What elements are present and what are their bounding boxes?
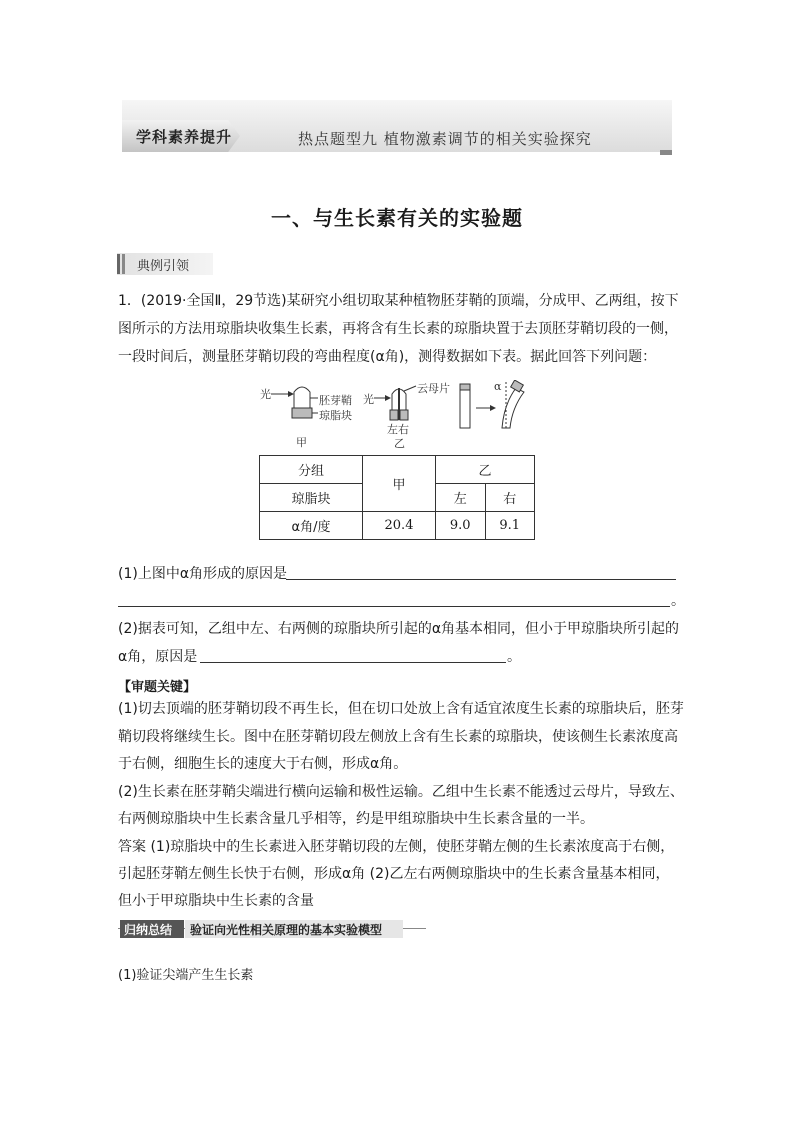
q1-answer-blank-1[interactable] [286,579,676,580]
left-right-label: 左右 [387,423,409,436]
agar-block-a [292,408,312,418]
decapitated-stem [460,390,470,428]
header-tag: 学科素养提升 [136,128,233,146]
table-header-a: 甲 [363,456,436,512]
bent-stem [502,388,524,428]
label-bar [122,254,125,274]
section-title: 一、与生长素有关的实验题 [271,206,523,230]
table-header-left: 左 [436,484,486,512]
q1-end-mark: 。 [671,593,685,609]
key-line: (2)生长素在胚芽鞘尖端进行横向运输和极性运输。乙组中生长素不能透过云母片，导致左、 [118,784,684,800]
light-arrow-head [385,395,391,401]
alpha-label: α [494,380,502,393]
agar-block-right [400,410,408,420]
pointer-line [404,386,416,391]
table-header-right: 右 [485,484,535,512]
header-title: 热点题型九 植物激素调节的相关实验探究 [298,130,592,148]
answer-line: 答案 (1)琼脂块中的生长素进入胚芽鞘切段的左侧，使胚芽鞘左侧的生长素浓度高于右侧， [118,839,675,855]
answer-line: 引起胚芽鞘左侧生长快于右侧，形成α角 (2)乙左右两侧琼脂块中的生长素含量基本相同， [118,866,670,882]
key-line: 鞘切段将继续生长。图中在胚芽鞘切段左侧放上含有生长素的琼脂块，使该侧生长素浓度高 [118,729,678,745]
label-bar [117,254,120,274]
experiment-figure [254,380,554,450]
table-row-label: α角/度 [260,512,363,540]
key-label: 【审题关键】 [118,680,197,695]
summary-title: 验证向光性相关原理的基本实验模型 [190,923,383,937]
subsection-title: (1)验证尖端产生生长素 [118,968,254,983]
agar-label: 琼脂块 [319,409,352,422]
key-line: 右两侧琼脂块中生长素含量几乎相等，约是甲组琼脂块中生长素含量的一半。 [118,811,594,827]
coleoptile-tip-a [294,387,310,408]
light-arrow-head [288,391,294,397]
data-table [259,455,535,540]
table-cell-left: 9.0 [436,512,486,540]
table-header-b: 乙 [436,456,535,484]
question-line: 1．(2019·全国Ⅱ，29节选)某研究小组切取某种植物胚芽鞘的顶端，分成甲、乙两组，按下 [118,293,679,309]
group-b-label: 乙 [394,437,405,450]
question-line: 一段时间后，测量胚芽鞘切段的弯曲程度(α角)，测得数据如下表。据此回答下列问题： [118,349,657,365]
table-cell-a: 20.4 [363,512,436,540]
answer-line: 但小于甲琼脂块中生长素的含量 [118,893,314,909]
key-line: (1)切去顶端的胚芽鞘切段不再生长，但在切口处放上含有适宜浓度生长素的琼脂块后，胚芽 [118,701,684,717]
table-header-group: 分组 [260,456,363,484]
group-a-label: 甲 [296,436,307,449]
key-line: 于右侧，细胞生长的速度大于右侧，形成α角。 [118,756,408,772]
q2-line: (2)据表可知，乙组中左、右两侧的琼脂块所引起的α角基本相同，但小于甲琼脂块所引起的 [118,621,680,637]
light-label: 光 [260,388,271,401]
header-corner-mark [660,150,672,155]
light-label: 光 [363,393,374,406]
process-arrow-head [490,405,496,411]
coleoptile-label: 胚芽鞘 [319,394,352,407]
q2-line: α角，原因是 [118,649,198,665]
table-header-agar: 琼脂块 [260,484,363,512]
agar-block-left [390,410,398,420]
q1-answer-blank-2[interactable] [118,606,670,607]
summary-tag: 归纳总结 [124,923,173,937]
agar-on-stem [460,384,470,390]
table-cell-right: 9.1 [485,512,535,540]
mica-label: 云母片 [417,382,450,395]
question-line: 图所示的方法用琼脂块收集生长素，再将含有生长素的琼脂块置于去顶胚芽鞘切段的一侧， [118,321,678,337]
example-label: 典例引领 [137,259,190,274]
q1-text: (1)上图中α角形成的原因是 [118,566,288,582]
q2-end-mark: 。 [507,649,521,665]
q2-answer-blank[interactable] [200,662,506,663]
